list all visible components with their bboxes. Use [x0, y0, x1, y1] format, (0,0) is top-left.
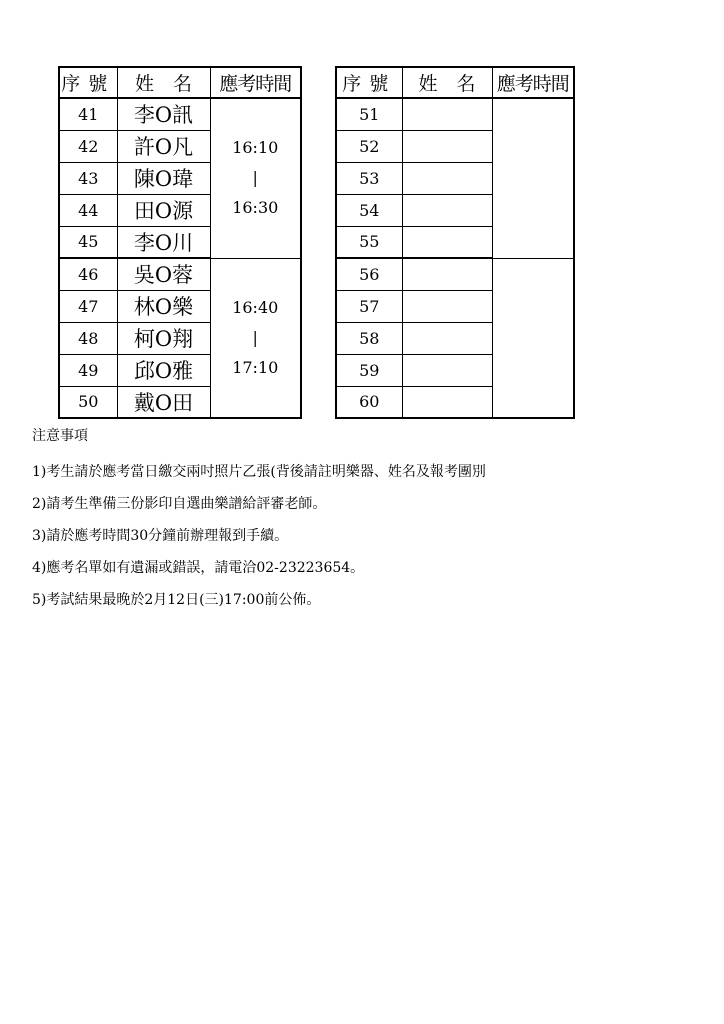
- row-number: 47: [59, 290, 117, 322]
- row-number: 43: [59, 162, 117, 194]
- header-name: 姓 名: [402, 67, 492, 98]
- row-name: 田O源: [117, 194, 210, 226]
- row-number: 48: [59, 322, 117, 354]
- notes-title: 注意事項: [32, 428, 88, 444]
- row-name: [402, 130, 492, 162]
- row-number: 42: [59, 130, 117, 162]
- row-name: 許O凡: [117, 130, 210, 162]
- row-number: 41: [59, 98, 117, 130]
- row-number: 57: [336, 290, 402, 322]
- row-name: 柯O翔: [117, 322, 210, 354]
- row-number: 53: [336, 162, 402, 194]
- row-name: [402, 354, 492, 386]
- row-name: 林O樂: [117, 290, 210, 322]
- time-start: 16:10: [232, 138, 279, 158]
- row-name: 陳O瑋: [117, 162, 210, 194]
- row-name: 李O訊: [117, 98, 210, 130]
- time-separator: |: [252, 168, 258, 188]
- row-name: [402, 322, 492, 354]
- header-time: 應考時間: [492, 67, 574, 98]
- row-name: [402, 226, 492, 258]
- row-number: 51: [336, 98, 402, 130]
- time-separator: |: [252, 327, 258, 347]
- row-number: 56: [336, 258, 402, 290]
- row-name: [402, 258, 492, 290]
- schedule-table-left: [58, 66, 302, 419]
- row-name: 吳O蓉: [117, 258, 210, 290]
- row-name: 李O川: [117, 226, 210, 258]
- note-item: 4)應考名單如有遺漏或錯誤，請電洽02-23223654。: [32, 560, 365, 576]
- time-end: 17:10: [232, 357, 279, 377]
- table-row: [336, 258, 574, 290]
- row-number: 50: [59, 386, 117, 418]
- row-number: 54: [336, 194, 402, 226]
- time-slot-2: [210, 258, 301, 418]
- row-number: 49: [59, 354, 117, 386]
- row-name: 邱O雅: [117, 354, 210, 386]
- note-item: 2)請考生準備三份影印自選曲樂譜給評審老師。: [32, 496, 327, 512]
- row-number: 58: [336, 322, 402, 354]
- time-slot-empty: [492, 258, 574, 418]
- table-header-row: [59, 67, 301, 98]
- note-item: 3)請於應考時間30分鐘前辦理報到手續。: [32, 528, 289, 544]
- time-slot-1: [210, 98, 301, 258]
- row-number: 60: [336, 386, 402, 418]
- row-number: 46: [59, 258, 117, 290]
- table-row: [336, 98, 574, 130]
- row-name: [402, 98, 492, 130]
- row-name: [402, 386, 492, 418]
- time-start: 16:40: [232, 297, 279, 317]
- header-seq: 序號: [59, 67, 117, 98]
- table-row: [59, 258, 301, 290]
- table-row: [59, 98, 301, 130]
- header-seq: 序號: [336, 67, 402, 98]
- row-number: 44: [59, 194, 117, 226]
- row-name: 戴O田: [117, 386, 210, 418]
- header-time: 應考時間: [210, 67, 301, 98]
- note-item: 5)考試結果最晚於2月12日(三)17:00前公佈。: [32, 592, 321, 608]
- row-name: [402, 194, 492, 226]
- time-end: 16:30: [232, 198, 279, 218]
- schedule-table-right: [335, 66, 575, 419]
- row-number: 55: [336, 226, 402, 258]
- time-slot-empty: [492, 98, 574, 258]
- note-item: 1)考生請於應考當日繳交兩吋照片乙張(背後請註明樂器、姓名及報考團別: [32, 464, 486, 480]
- row-name: [402, 162, 492, 194]
- notes-section: [32, 424, 486, 616]
- table-header-row: [336, 67, 574, 98]
- row-number: 45: [59, 226, 117, 258]
- row-number: 59: [336, 354, 402, 386]
- row-number: 52: [336, 130, 402, 162]
- header-name: 姓 名: [117, 67, 210, 98]
- row-name: [402, 290, 492, 322]
